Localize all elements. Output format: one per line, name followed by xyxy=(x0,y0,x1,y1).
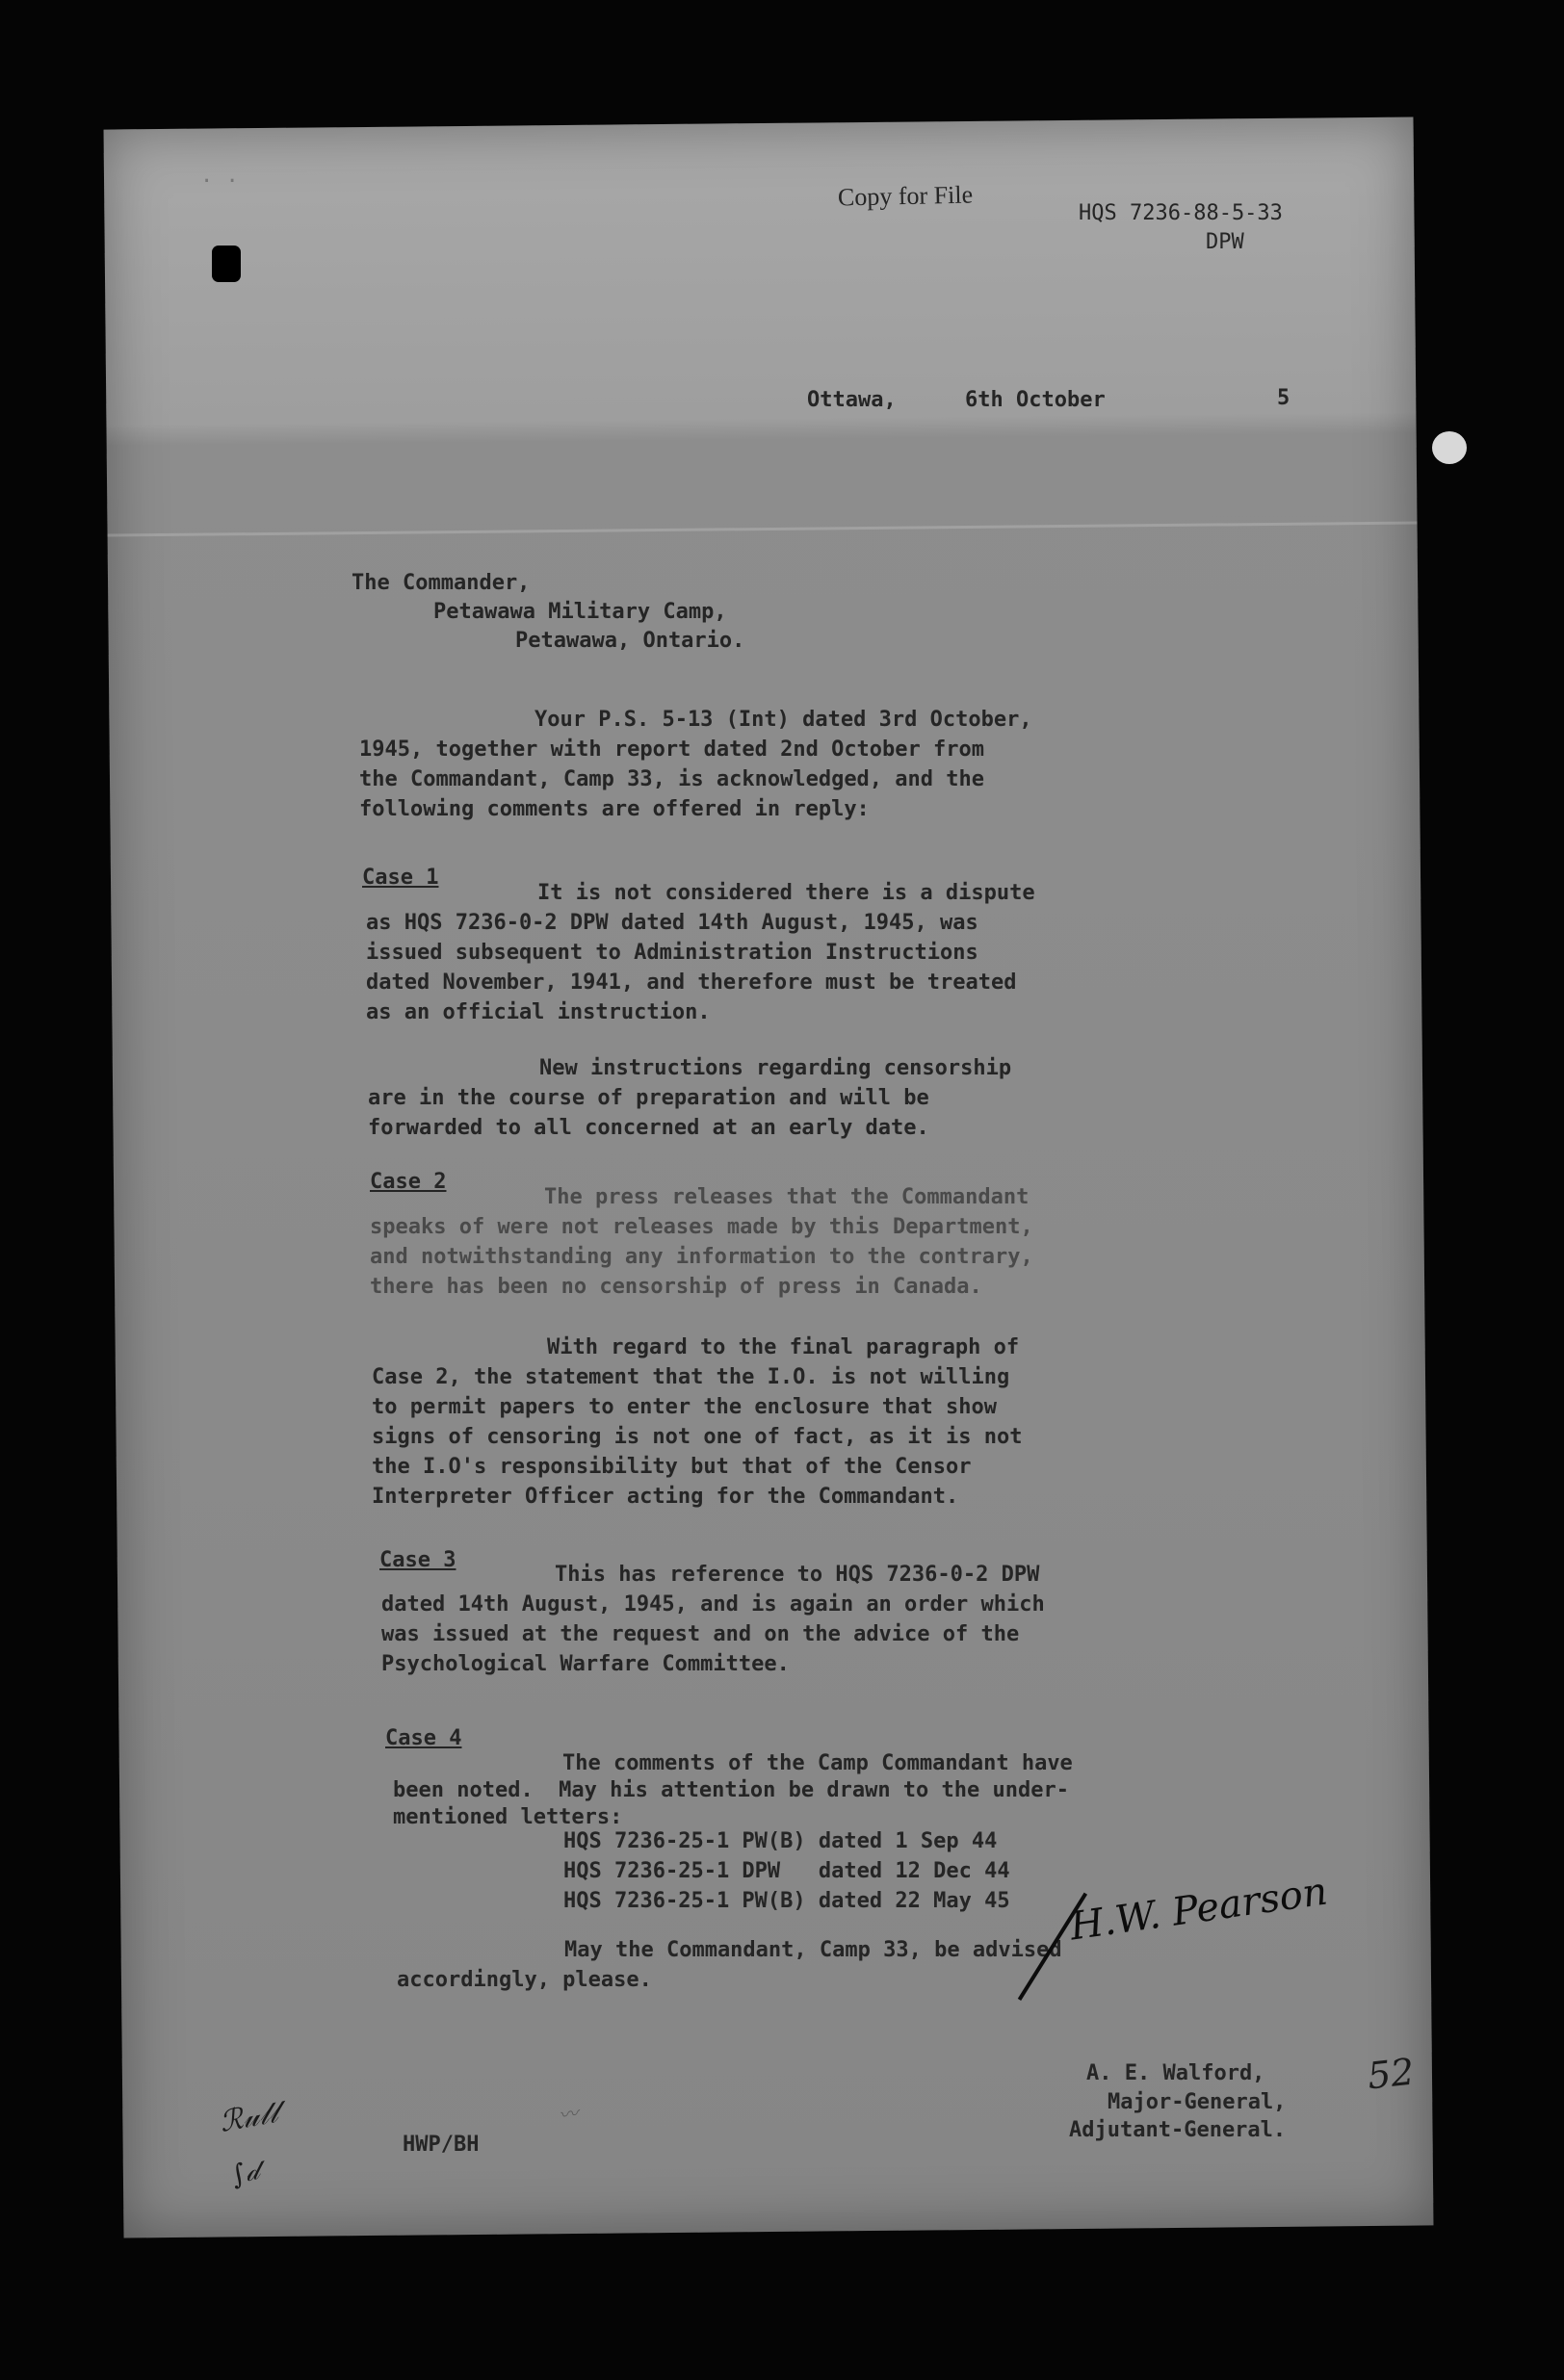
dateline-place: Ottawa, xyxy=(807,388,897,412)
intro-line: 1945, together with report dated 2nd October from xyxy=(359,737,985,762)
case-1-line: It is not considered there is a dispute xyxy=(537,881,1035,905)
intro-line: following comments are offered in reply: xyxy=(359,797,870,821)
case-4-heading: Case 4 xyxy=(385,1726,462,1750)
margin-scribble-left-2: ∫𝒹 xyxy=(227,2154,263,2192)
addressee-line-1: The Commander, xyxy=(352,571,531,595)
letter-reference: HQS 7236-25-1 PW(B) dated 22 May 45 xyxy=(563,1889,1010,1913)
margin-scribble-stamp: 〰 xyxy=(557,2101,580,2128)
letter-reference: HQS 7236-25-1 DPW dated 12 Dec 44 xyxy=(563,1859,1010,1883)
copy-for-file-label: Copy for File xyxy=(837,180,974,212)
case-2-line: to permit papers to enter the enclosure that show xyxy=(372,1395,998,1419)
file-dept: DPW xyxy=(1206,230,1244,254)
intro-line: the Commandant, Camp 33, is acknowledged, and the xyxy=(359,767,985,791)
case-2-line: the I.O's responsibility but that of the Censor xyxy=(372,1455,972,1479)
punch-hole xyxy=(1432,431,1467,464)
case-2-line: Interpreter Officer acting for the Commandant. xyxy=(372,1485,959,1509)
case-1-line: dated November, 1941, and therefore must be treated xyxy=(366,970,1017,995)
case-3-line: Psychological Warfare Committee. xyxy=(381,1652,790,1676)
intro-line: Your P.S. 5-13 (Int) dated 3rd October, xyxy=(534,708,1032,732)
dateline-year: 5 xyxy=(1277,386,1290,410)
file-reference: HQS 7236-88-5-33 xyxy=(1079,201,1283,225)
reference-initials: HWP/BH xyxy=(403,2133,480,2157)
case-1-line: as an official instruction. xyxy=(366,1000,711,1024)
case-2-line: speaks of were not releases made by this Department, xyxy=(370,1215,1033,1239)
case-2-line: Case 2, the statement that the I.O. is not willing xyxy=(372,1365,1010,1389)
case-1-line: New instructions regarding censorship xyxy=(539,1056,1012,1080)
signatory-title: Adjutant-General. xyxy=(1069,2118,1287,2142)
closing-line: May the Commandant, Camp 33, be advised xyxy=(564,1938,1062,1962)
handwritten-signature: H.W. Pearson xyxy=(1067,1869,1331,1950)
case-4-line: The comments of the Camp Commandant have xyxy=(562,1751,1073,1775)
ink-blot xyxy=(212,246,241,282)
page-fold-line xyxy=(108,522,1418,537)
margin-number: 52 xyxy=(1365,2050,1417,2098)
case-1-line: as HQS 7236-0-2 DPW dated 14th August, 1945, was xyxy=(366,911,978,935)
case-1-line: are in the course of preparation and will be xyxy=(368,1086,929,1110)
case-3-heading: Case 3 xyxy=(379,1548,456,1572)
case-3-line: was issued at the request and on the advice of the xyxy=(381,1622,1020,1646)
dateline-date: 6th October xyxy=(965,388,1106,412)
case-3-line: dated 14th August, 1945, and is again an order which xyxy=(381,1592,1045,1617)
signatory-name: A. E. Walford, xyxy=(1086,2061,1265,2085)
case-2-line: With regard to the final paragraph of xyxy=(547,1335,1020,1359)
case-1-line: issued subsequent to Administration Instructions xyxy=(366,941,978,965)
case-1-line: forwarded to all concerned at an early date. xyxy=(368,1116,929,1140)
addressee-line-3: Petawawa, Ontario. xyxy=(515,629,745,653)
case-4-line: been noted. May his attention be drawn to the under- xyxy=(393,1778,1069,1802)
letter-reference: HQS 7236-25-1 PW(B) dated 1 Sep 44 xyxy=(563,1829,998,1853)
case-4-line: mentioned letters: xyxy=(393,1805,623,1829)
punch-marks: · · xyxy=(200,169,239,194)
case-1-heading: Case 1 xyxy=(362,866,439,890)
closing-line: accordingly, please. xyxy=(397,1968,652,1992)
signatory-rank: Major-General, xyxy=(1108,2090,1287,2114)
addressee-line-2: Petawawa Military Camp, xyxy=(433,600,727,624)
case-2-line: The press releases that the Commandant xyxy=(544,1185,1030,1209)
case-3-line: This has reference to HQS 7236-0-2 DPW xyxy=(555,1563,1040,1587)
case-2-line: there has been no censorship of press in Canada. xyxy=(370,1275,982,1299)
margin-scribble-left: ℛ𝓊𝓁𝓁 xyxy=(217,2095,281,2140)
case-2-line: signs of censoring is not one of fact, as it is not xyxy=(372,1425,1023,1449)
case-2-line: and notwithstanding any information to the contrary, xyxy=(370,1245,1033,1269)
case-2-heading: Case 2 xyxy=(370,1170,447,1194)
